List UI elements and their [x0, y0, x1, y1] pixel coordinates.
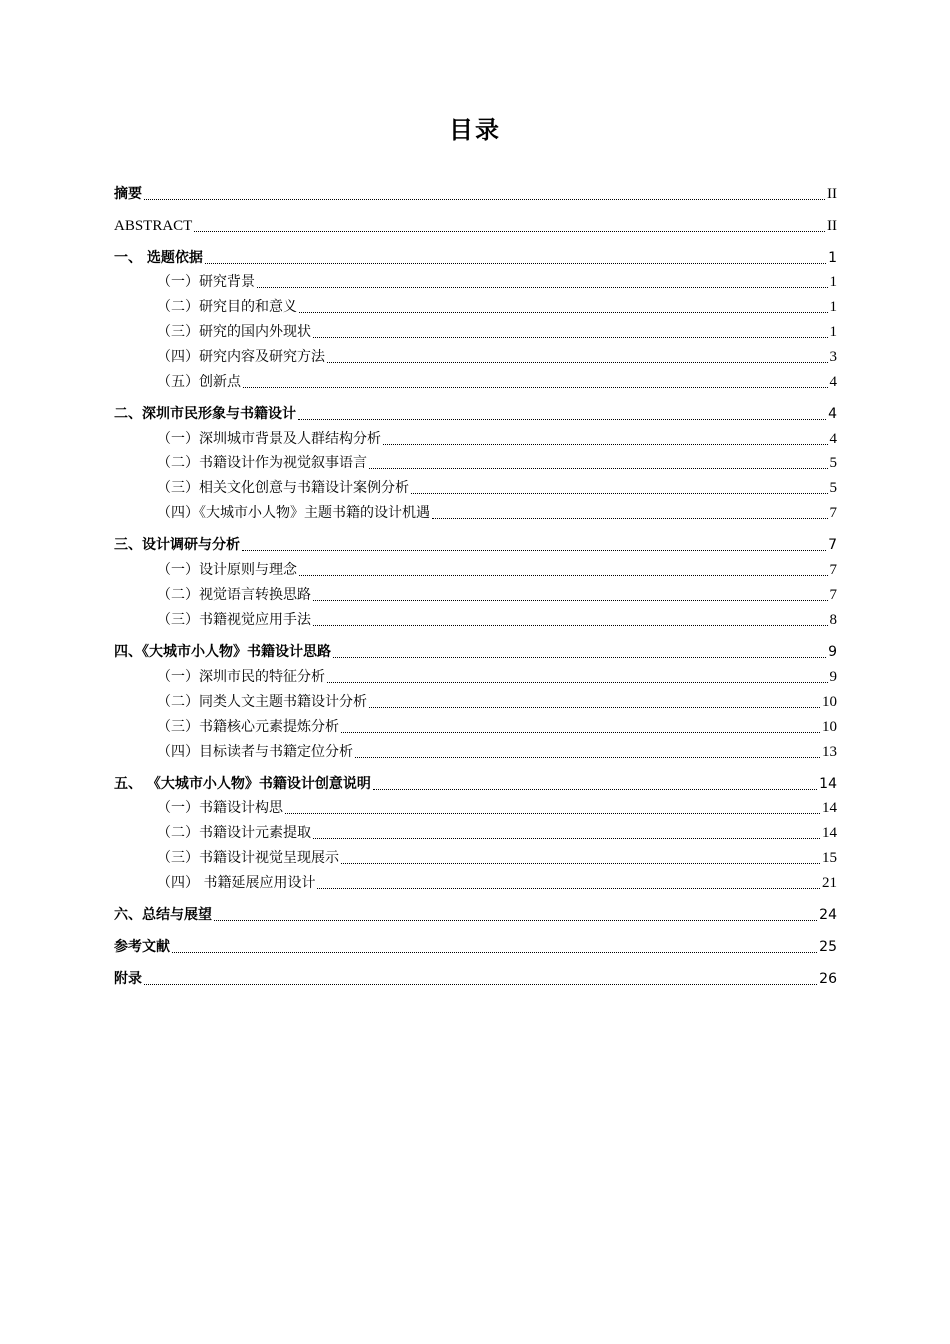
toc-entry-label: （二）书籍设计元素提取: [157, 825, 311, 841]
dot-leader: [299, 312, 828, 313]
toc-entry-page-number: 8: [829, 612, 837, 628]
dot-leader: [333, 657, 826, 658]
toc-entry-page-number: 5: [829, 455, 837, 471]
dot-leader: [205, 263, 826, 264]
toc-entry-label: 四、《大城市小人物》书籍设计思路: [114, 644, 331, 660]
toc-entry-label: （三）相关文化创意与书籍设计案例分析: [157, 480, 409, 496]
toc-entry-chapter[interactable]: [114, 935, 837, 959]
toc-entry-page-number: 7: [829, 562, 837, 578]
toc-entry-section[interactable]: [114, 476, 837, 500]
toc-entry-page-number: 9: [829, 669, 837, 685]
toc-entry-label: 摘要: [114, 186, 142, 202]
toc-entry-section[interactable]: [114, 740, 837, 764]
toc-entry-section[interactable]: [114, 690, 837, 714]
toc-entry-page-number: 21: [822, 875, 837, 891]
toc-entry-chapter[interactable]: [114, 402, 837, 426]
dot-leader: [355, 757, 820, 758]
toc-entry-label: （三）书籍视觉应用手法: [157, 612, 311, 628]
toc-entry-label: （四） 书籍延展应用设计: [157, 875, 316, 891]
toc-entry-section[interactable]: [114, 320, 837, 344]
toc-entry-label: （一）研究背景: [157, 274, 255, 290]
dot-leader: [313, 337, 828, 338]
toc-entry-page-number: 1: [828, 250, 837, 266]
dot-leader: [313, 600, 828, 601]
toc-entry-page-number: 25: [819, 939, 837, 955]
toc-entry-label: （一）书籍设计构思: [157, 800, 283, 816]
toc-entry-page-number: 7: [829, 505, 837, 521]
dot-leader: [285, 813, 820, 814]
toc-entry-page-number: 10: [822, 719, 837, 735]
dot-leader: [411, 493, 828, 494]
dot-leader: [299, 575, 828, 576]
toc-entry-section[interactable]: [114, 295, 837, 319]
toc-entry-section[interactable]: [114, 796, 837, 820]
toc-entry-page-number: 14: [819, 776, 837, 792]
toc-entry-label: 一、 选题依据: [114, 250, 203, 266]
toc-entry-page-number: 9: [828, 644, 837, 660]
toc-entry-page-number: 4: [828, 406, 837, 422]
toc-entry-label: 附录: [114, 971, 142, 987]
toc-entry-chapter[interactable]: [114, 903, 837, 927]
toc-entry-section[interactable]: [114, 370, 837, 394]
dot-leader: [341, 863, 820, 864]
dot-leader: [242, 550, 826, 551]
toc-entry-label: （二）视觉语言转换思路: [157, 587, 311, 603]
dot-leader: [317, 888, 820, 889]
dot-leader: [341, 732, 820, 733]
toc-entry-chapter[interactable]: [114, 640, 837, 664]
dot-leader: [327, 362, 828, 363]
toc-entry-section[interactable]: [114, 558, 837, 582]
toc-title: 目录: [449, 116, 501, 144]
toc-entry-label: ABSTRACT: [114, 218, 193, 234]
dot-leader: [327, 682, 828, 683]
toc-entry-label: 五、 《大城市小人物》书籍设计创意说明: [114, 776, 371, 792]
dot-leader: [257, 287, 828, 288]
toc-entry-page-number: 4: [829, 374, 837, 390]
toc-entry-label: （四）研究内容及研究方法: [157, 349, 325, 365]
toc-entry-page-number: 4: [829, 431, 837, 447]
toc-entry-section[interactable]: [114, 871, 837, 895]
toc-entry-section[interactable]: [114, 715, 837, 739]
toc-entry-label: （五）创新点: [157, 374, 241, 390]
toc-entry-section[interactable]: [114, 846, 837, 870]
toc-entry-page-number: 1: [829, 274, 837, 290]
toc-entry-page-number: 13: [822, 744, 837, 760]
toc-entry-label: （二）书籍设计作为视觉叙事语言: [157, 455, 367, 471]
toc-entry-label: （四）《大城市小人物》主题书籍的设计机遇: [157, 505, 430, 521]
toc-entry-label: （二）研究目的和意义: [157, 299, 297, 315]
toc-entry-page-number: 10: [822, 694, 837, 710]
toc-entry-chapter[interactable]: [114, 182, 837, 206]
toc-entry-label: （一）设计原则与理念: [157, 562, 297, 578]
toc-entry-page-number: 1: [829, 299, 837, 315]
toc-entry-page-number: 7: [829, 587, 837, 603]
dot-leader: [194, 231, 825, 232]
dot-leader: [144, 199, 825, 200]
toc-entry-page-number: 15: [822, 850, 837, 866]
toc-entry-section[interactable]: [114, 608, 837, 632]
toc-entry-page-number: II: [827, 186, 837, 202]
toc-entry-page-number: 5: [829, 480, 837, 496]
toc-entry-section[interactable]: [114, 270, 837, 294]
toc-entry-section[interactable]: [114, 427, 837, 451]
toc-entry-section[interactable]: [114, 345, 837, 369]
toc-entry-label: （四）目标读者与书籍定位分析: [157, 744, 353, 760]
dot-leader: [144, 984, 817, 985]
dot-leader: [369, 707, 820, 708]
dot-leader: [243, 387, 828, 388]
toc-entry-page-number: 24: [819, 907, 837, 923]
toc-entry-page-number: 1: [829, 324, 837, 340]
toc-entry-section[interactable]: [114, 665, 837, 689]
toc-entry-section[interactable]: [114, 583, 837, 607]
toc-entry-label: 二、深圳市民形象与书籍设计: [114, 406, 296, 422]
dot-leader: [313, 625, 828, 626]
dot-leader: [298, 419, 826, 420]
dot-leader: [369, 468, 828, 469]
toc-entry-label: （三）书籍核心元素提炼分析: [157, 719, 339, 735]
toc-entry-label: 三、设计调研与分析: [114, 537, 240, 553]
toc-entry-section[interactable]: [114, 451, 837, 475]
toc-entry-chapter[interactable]: [114, 214, 837, 238]
toc-entry-label: （三）书籍设计视觉呈现展示: [157, 850, 339, 866]
toc-entry-label: （三）研究的国内外现状: [157, 324, 311, 340]
toc-entry-page-number: 3: [829, 349, 837, 365]
toc-entry-chapter[interactable]: [114, 967, 837, 991]
toc-entry-chapter[interactable]: [114, 533, 837, 557]
toc-entry-label: 六、总结与展望: [114, 907, 212, 923]
toc-entry-label: （一）深圳城市背景及人群结构分析: [157, 431, 381, 447]
toc-entry-page-number: 14: [822, 800, 837, 816]
dot-leader: [432, 518, 828, 519]
toc-entry-label: （一）深圳市民的特征分析: [157, 669, 325, 685]
dot-leader: [373, 789, 817, 790]
toc-entry-page-number: 7: [828, 537, 837, 553]
toc-entry-chapter[interactable]: [114, 246, 837, 270]
dot-leader: [172, 952, 817, 953]
toc-entry-label: （二）同类人文主题书籍设计分析: [157, 694, 367, 710]
dot-leader: [313, 838, 820, 839]
toc-entry-chapter[interactable]: [114, 772, 837, 796]
toc-entry-label: 参考文献: [114, 939, 170, 955]
toc-entry-page-number: 14: [822, 825, 837, 841]
toc-entry-section[interactable]: [114, 501, 837, 525]
toc-entry-page-number: II: [827, 218, 837, 234]
dot-leader: [214, 920, 817, 921]
toc-entry-page-number: 26: [819, 971, 837, 987]
toc-entry-section[interactable]: [114, 821, 837, 845]
dot-leader: [383, 444, 828, 445]
